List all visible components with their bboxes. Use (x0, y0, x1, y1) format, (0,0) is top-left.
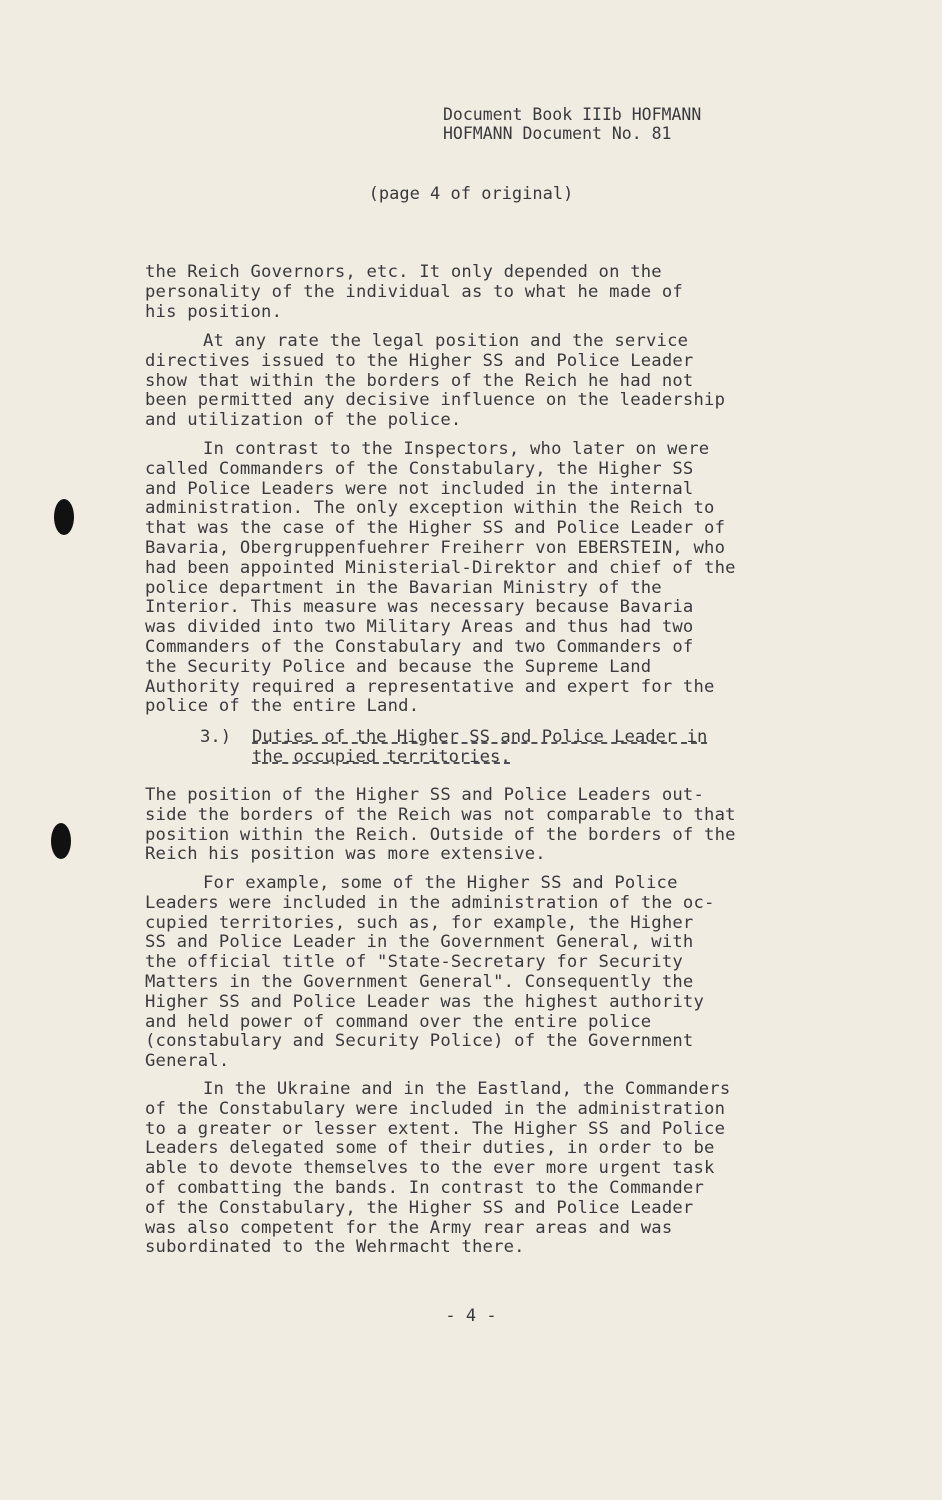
document-book-line: Document Book IIIb HOFMANN (443, 105, 702, 124)
section-heading-line-1: Duties of the Higher SS and Police Leader in (252, 727, 708, 747)
paragraph-6: In the Ukraine and in the Eastland, the Commanders of the Constabulary were included in the administration to a greater or lesser extent. The Higher SS and Police Leaders delegated some of their duties, in order to be able to devote themselves to the ever more urgent task of combatting the bands. In contrast to the Commander of the Constabulary, the Higher SS and Police Leader was also competent for the Army rear areas and was subordinated to the Wehrmacht there. (145, 1079, 731, 1258)
punch-hole (51, 823, 71, 859)
paragraph-3: In contrast to the Inspectors, who later on were called Commanders of the Constabulary, the Higher SS and Police Leaders were not included in the internal administration. The only exception within the Reich to that was the case of the Higher SS and Police Leader of Bavaria, Obergruppenfuehrer Freiherr von EBERSTEIN, who had been appointed Ministerial-Direktor and chief of the police department in the Bavarian Ministry of the Interior. This measure was necessary because Bavaria was divided into two Military Areas and thus had two Commanders of the Constabulary and two Commanders of the Security Police and because the Supreme Land Authority required a representative and expert for the police of the entire Land. (145, 439, 736, 717)
section-number: 3.) (200, 727, 232, 747)
paragraph-5: For example, some of the Higher SS and Police Leaders were included in the administration of the oc- cupied territories, such as, for example, the Higher SS and Police Leader in the Government General, with the official title of "State-Secretary for Security Matters in the Government General". Consequently the Higher SS and Police Leader was the highest authority and held power of command over the entire police (constabulary and Security Police) of the Government General. (145, 873, 715, 1072)
punch-hole (54, 499, 74, 535)
paragraph-1: the Reich Governors, etc. It only depended on the personality of the individual as to what he made of his position. (145, 262, 683, 322)
paragraph-2: At any rate the legal position and the service directives issued to the Higher SS and Police Leader show that within the borders of the Reich he had not been permitted any decisive influence on the leadership and utilization of the police. (145, 331, 726, 431)
document-number-line: HOFMANN Document No. 81 (443, 124, 672, 143)
paragraph-4: The position of the Higher SS and Police Leaders out- side the borders of the Reich was not comparable to that position within the Reich. Outside of the borders of the Reich his position was more extensive. (145, 785, 736, 865)
page-number: - 4 - (445, 1306, 497, 1326)
page-of-original-note: (page 4 of original) (368, 184, 574, 204)
section-heading-line-2: the occupied territories. (252, 747, 511, 767)
